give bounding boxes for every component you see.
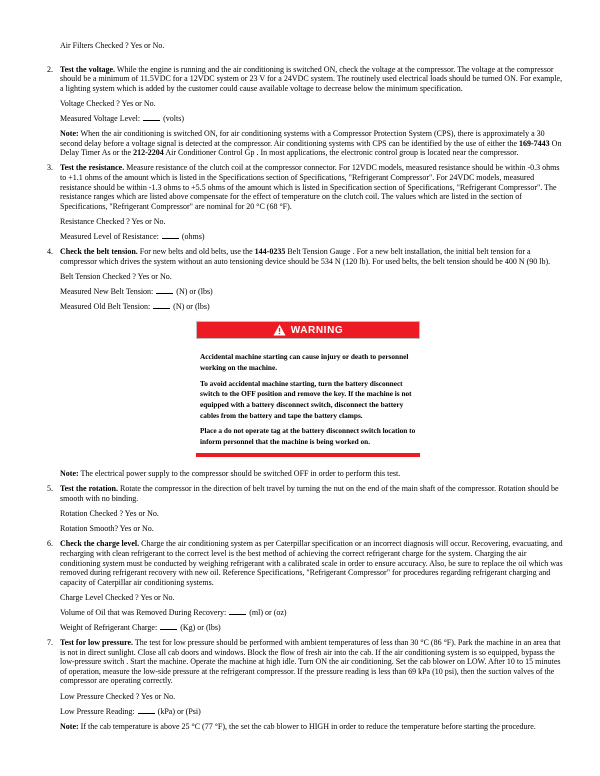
warning-body [196,339,420,453]
warning-triangle-icon [273,324,286,336]
field-label: Measured Old Belt Tension: [60,301,151,311]
field-units: (Kg) or (lbs) [180,622,221,632]
bold-text: 169-7443 [519,138,550,148]
blank-fill-in-line [143,115,160,121]
warning-paragraph: Accidental machine starting can cause injury or death to personnel working on the machine. [200,352,409,373]
form-field-line [60,302,566,312]
body-text: On Delay Timer As or the [60,138,562,158]
form-field-line [60,509,566,519]
form-field-line [60,707,566,717]
form-field-line [60,623,566,633]
field-units: (kPa) or (Psi) [157,706,201,716]
bold-text: Note: [60,129,79,139]
body-text: The electrical power supply to the compressor should be switched OFF in order to perform this test. [78,469,401,479]
field-label: Measured New Belt Tension: [60,286,154,296]
doc-content [47,41,566,731]
blank-fill-in-line [156,288,173,294]
field-label: Rotation Smooth? Yes or No. [60,524,154,534]
field-label: Voltage Checked ? Yes or No. [60,98,156,108]
field-label: Weight of Refrigerant Charge: [60,622,158,632]
field-label: Low Pressure Checked ? Yes or No. [60,691,176,701]
field-units: (volts) [163,113,185,123]
bold-text: Test the rotation. [60,484,118,494]
warning-box [196,321,420,457]
procedure-step [47,247,566,266]
body-text: Air Conditioner Control Gp . In most applications, the electronic control group is located near the compressor. [163,148,519,158]
form-field-line [60,608,566,618]
step-number: 4. [47,247,53,256]
field-label: Volume of Oil that was Removed During Recovery: [60,607,227,617]
form-field-line [60,593,566,603]
form-field-line [60,232,566,242]
field-label: Charge Level Checked ? Yes or No. [60,592,175,602]
form-field-line [60,272,566,282]
body-text: For new belts and old belts, use the [137,247,255,256]
step-number: 6. [47,539,53,549]
warning-paragraph: Place a do not operate tag at the battery disconnect switch location to inform personnel that the machine is being worked on. [200,426,416,447]
note-line [60,129,566,158]
blank-fill-in-line [138,708,155,714]
field-units: (N) or (lbs) [176,286,213,296]
body-text: Rotate the compressor in the direction of belt travel by turning the nut on the end of the main shaft of the compressor. Rotation should be smooth with no binding. [60,484,559,504]
procedure-step [47,163,566,211]
field-label: Rotation Checked ? Yes or No. [60,509,159,519]
blank-fill-in-line [229,609,246,615]
form-line [60,41,566,51]
warning-paragraph: To avoid accidental machine starting, turn the battery disconnect switch to the OFF position and remove the key. If the machine is not equipped with a battery disconnect switch, disconnect the battery cables from the battery and tape the battery clamps. [200,378,412,420]
body-text: The test for low pressure should be performed with ambient temperatures of less than 30 °C (86 °F). Park the machine in an area that is not in direct sunlight. Close all cab doors and windows. Block the flow of fresh air into the cab. If the air conditioning system is so equipped, bypass the low-pressure switch . Start the machine. Operate the machine at high idle. Turn ON the air conditioning. Set the cab blower on LOW. After 10 to 15 minutes of operation, measure the low-side pressure at the refrigerant compressor. If the pressure reading is less than 69 kPa (10 psi), then the suction valves of the compressor are operating correctly. [60,638,561,686]
bold-text: Check the charge level. [60,539,140,549]
blank-fill-in-line [153,303,170,309]
body-text: When the air conditioning is switched ON, for air conditioning systems with a Compressor Protection System (CPS), there is approximately a 30 second delay before a voltage signal is detected at the compressor. Air conditioning systems with CPS can be identified by the use of either the [60,129,545,148]
field-units: (ohms) [181,231,205,241]
field-units: (N) or (lbs) [173,301,210,311]
step-number: 5. [47,484,53,494]
field-label: Low Pressure Reading: [60,706,135,716]
step-number: 7. [47,638,53,648]
bold-text: Note: [60,469,79,479]
bold-text: 212-2204 [133,148,164,158]
form-field-line [60,287,566,297]
step-number: 3. [47,163,53,173]
bold-text: Test the resistance. [60,163,125,173]
form-field-line [60,217,566,227]
bold-text: Test for low pressure. [60,638,134,648]
body-text: Measure resistance of the clutch coil at the compressor connector. For 12VDC models, measured resistance should be within -0.3 ohms to +1.1 ohms of the amount which is listed in the Specifications section of Specifications, "Refrigerant Compressor". For 24VDC models, measured resistance should be within -1.3 ohms to +5.5 ohms of the amount which is listed in Specification section of Specifications, "Refrigerant Compressor". The resistance ranges which are listed above compensate for the effect of temperature on the clutch coil. The values which are listed in the section of Specifications, "Refrigerant Compressor" are nominal for 20 °C (68 °F). [60,163,560,211]
warning-label: WARNING [290,324,344,336]
field-label: Resistance Checked ? Yes or No. [60,216,166,226]
form-field-line [60,99,566,109]
field-units: (ml) or (oz) [249,607,287,617]
procedure-step [47,638,566,686]
step-number: 2. [47,64,53,74]
form-field-line [60,692,566,702]
body-text: Charge the air conditioning system as per Caterpillar specification or an incorrect diagnosis will occur. Recovering, evacuating, and recharging with clean refrigerant to the correct level is the best method of achieving the correct refrigerant charge for the system. Charging the air conditioning system must be conducted by weighing refrigerant with a calibrated scale in order to ensure accuracy. Also, be sure to replace the oil which was removed during refrigerant recovery with new oil. Reference Specifications, "Refrigerant Compressor" for procedures regarding refrigerant charging and capacity of Caterpillar air conditioning systems. [60,539,563,587]
field-label: Measured Level of Resistance: [60,231,159,241]
warning-footer-bar [196,453,420,457]
blank-fill-in-line [160,624,177,630]
bold-text: 144-0235 [254,247,286,256]
body-text: If the cab temperature is above 25 °C (77 °F), the set the cab blower to HIGH in order to reduce the temperature before starting the procedure. [78,721,536,731]
field-label: Measured Voltage Level: [60,113,141,123]
form-field-line [60,114,566,124]
bold-text: Test the voltage. [60,64,116,74]
field-label: Belt Tension Checked ? Yes or No. [60,271,172,281]
bold-text: Check the belt tension. [60,247,138,256]
procedure-step [47,64,566,94]
bold-text: Note: [60,721,79,731]
field-label: Air Filters Checked ? Yes or No. [60,41,165,50]
body-text: While the engine is running and the air conditioning is switched ON, check the voltage at the compressor. The voltage at the compressor should be a minimum of 11.5VDC for a 12VDC system or 23 V for a 24VDC system. The routinely used electrical loads should be turned ON. For example, a lighting system which is added by the customer could cause available voltage to decrease below the minimum specification. [60,64,563,93]
warning-header [196,321,420,339]
blank-fill-in-line [162,233,179,239]
procedure-step [47,539,566,587]
note-line [60,469,566,479]
form-field-line [60,524,566,534]
body-text: Belt Tension Gauge . For a new belt installation, the initial belt tension for a compressor which drives the system without an auto tensioning device should be 534 N (120 lb). For used belts, the belt tension should be 400 N (90 lb). [60,247,551,266]
note-line [60,722,566,732]
procedure-step [47,484,566,504]
